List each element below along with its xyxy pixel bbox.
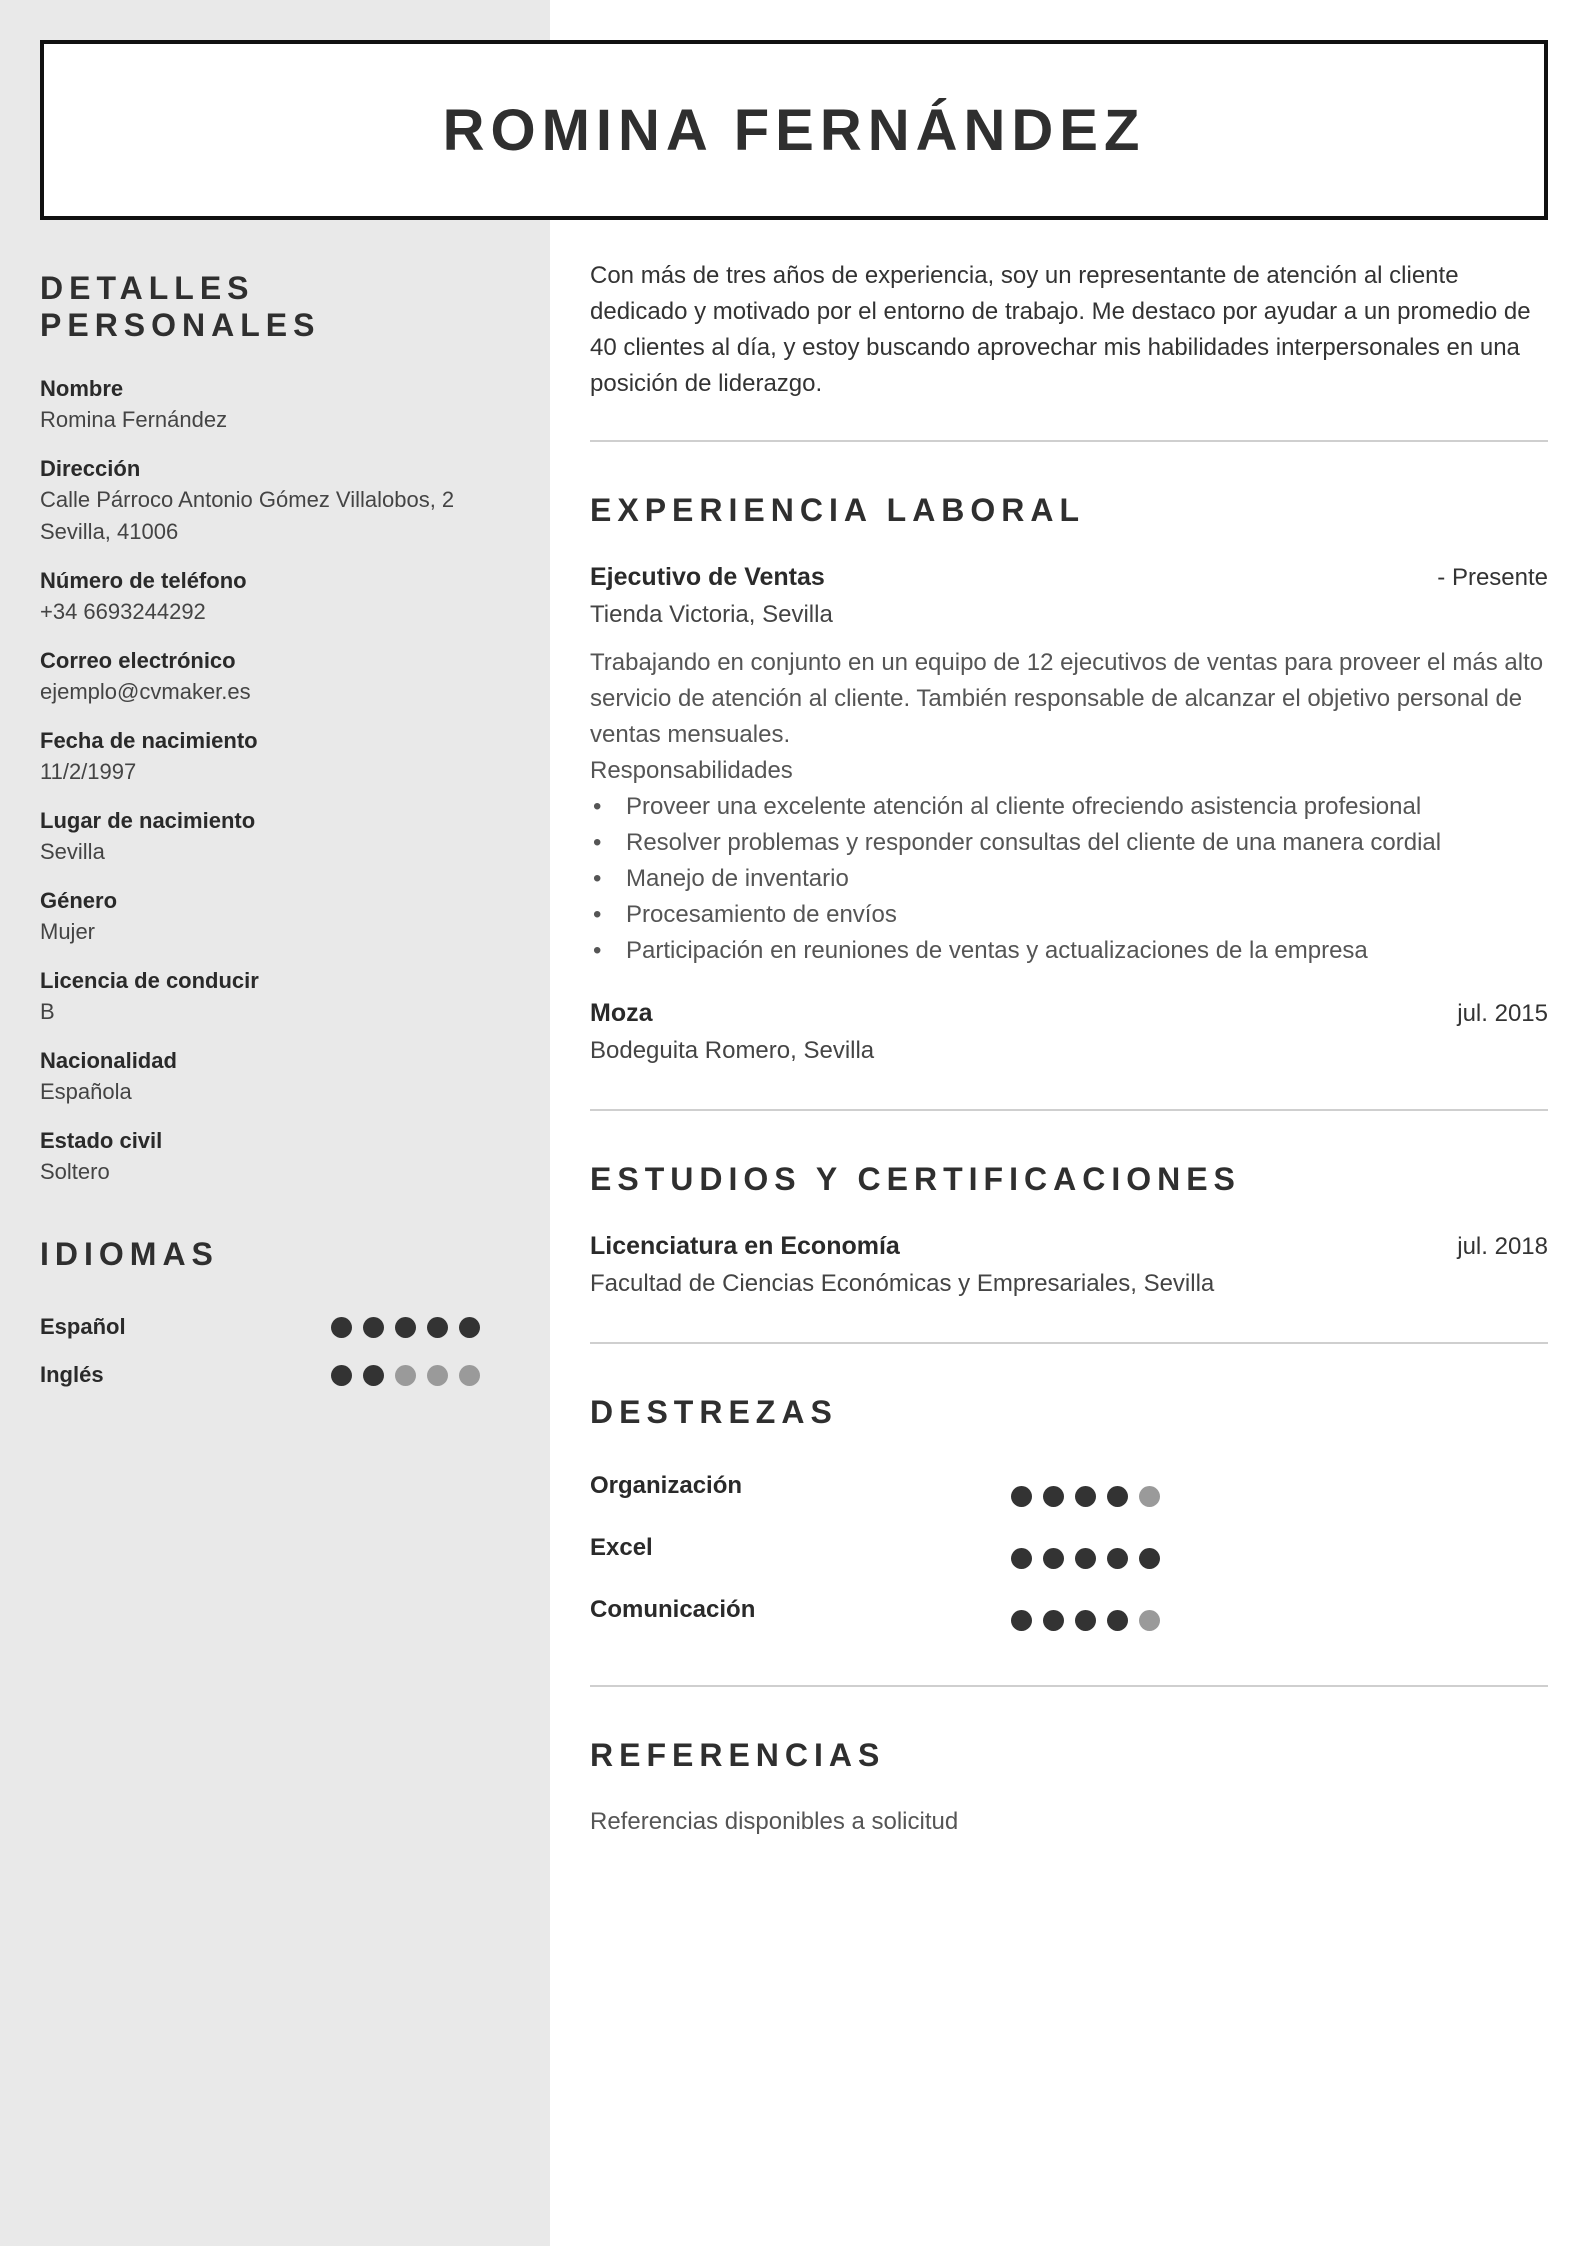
detail-label: Número de teléfono (40, 568, 247, 593)
language-row (40, 1303, 480, 1351)
detail-label: Género (40, 888, 118, 913)
list-item: • Proveer una excelente atención al cliente ofreciendo asistencia profesional (590, 789, 1548, 825)
rating-dots (1011, 1548, 1160, 1569)
personal-details-title: DETALLES PERSONALES (40, 270, 321, 343)
detail-label: Licencia de conducir (40, 968, 259, 993)
sidebar (40, 270, 480, 1399)
rating-dots (331, 1317, 480, 1338)
job-subheading: Responsabilidades (590, 757, 793, 784)
rating-dot-filled (1043, 1610, 1064, 1631)
detail-value: Sevilla, 41006 (40, 519, 179, 544)
responsibility-list (590, 789, 1548, 969)
job-place: Tienda Victoria, Sevilla (590, 601, 833, 628)
rating-dot-filled (1043, 1486, 1064, 1507)
detail-value: Sevilla (40, 839, 105, 864)
detail-value: Soltero (40, 1159, 110, 1184)
degree-title: Licenciatura en Economía (590, 1232, 900, 1260)
detail-label: Dirección (40, 456, 141, 481)
detail-value: 11/2/1997 (40, 759, 137, 784)
detail-label: Fecha de nacimiento (40, 728, 258, 753)
full-name: ROMINA FERNÁNDEZ (442, 97, 1146, 163)
job-description: Trabajando en conjunto en un equipo de 12 ejecutivos de ventas para proveer el más alto servicio de atención al cliente. También responsable de alcanzar el objetivo personal de ventas mensuales. (590, 649, 1544, 748)
skill-row (590, 1461, 1548, 1523)
education-section (590, 1111, 1548, 1344)
skills-title: DESTREZAS (590, 1394, 838, 1430)
job-entry (590, 559, 1548, 969)
job-entry (590, 995, 1548, 1071)
detail-label: Nombre (40, 376, 124, 401)
skill-label: Comunicación (590, 1596, 756, 1623)
list-item: • Participación en reuniones de ventas y actualizaciones de la empresa (590, 933, 1548, 969)
main-content (590, 258, 1548, 1878)
job-title: Moza (590, 999, 653, 1027)
list-item: • Manejo de inventario (590, 861, 1548, 897)
references-title: REFERENCIAS (590, 1737, 886, 1773)
detail-value: Española (40, 1079, 132, 1104)
rating-dot-filled (363, 1317, 384, 1338)
detail-license (40, 966, 480, 1028)
experience-title: EXPERIENCIA LABORAL (590, 492, 1086, 528)
language-label: Inglés (40, 1362, 104, 1387)
rating-dot-filled (1075, 1486, 1096, 1507)
detail-gender (40, 886, 480, 948)
experience-section (590, 442, 1548, 1111)
rating-dot-filled (395, 1317, 416, 1338)
language-row (40, 1351, 480, 1399)
detail-label: Nacionalidad (40, 1048, 177, 1073)
detail-phone (40, 566, 480, 628)
rating-dots (331, 1365, 480, 1386)
rating-dot-filled (1011, 1610, 1032, 1631)
degree-institution: Facultad de Ciencias Económicas y Empresariales, Sevilla (590, 1270, 1215, 1297)
rating-dot-filled (1139, 1548, 1160, 1569)
languages-title: IDIOMAS (40, 1236, 219, 1272)
rating-dot-filled (1107, 1486, 1128, 1507)
rating-dots (1011, 1610, 1160, 1631)
rating-dot-filled (331, 1317, 352, 1338)
detail-label: Lugar de nacimiento (40, 808, 256, 833)
list-item: • Procesamiento de envíos (590, 897, 1548, 933)
detail-birthdate (40, 726, 480, 788)
detail-email (40, 646, 480, 708)
list-item: • Resolver problemas y responder consultas del cliente de una manera cordial (590, 825, 1548, 861)
rating-dot-empty (459, 1365, 480, 1386)
rating-dot-filled (1011, 1548, 1032, 1569)
rating-dot-filled (1107, 1610, 1128, 1631)
language-label: Español (40, 1314, 126, 1339)
skill-row (590, 1523, 1548, 1585)
skill-label: Excel (590, 1534, 653, 1561)
detail-birthplace (40, 806, 480, 868)
detail-address (40, 454, 480, 548)
rating-dot-filled (331, 1365, 352, 1386)
name-header (40, 40, 1548, 220)
rating-dot-filled (1075, 1610, 1096, 1631)
job-title: Ejecutivo de Ventas (590, 563, 825, 591)
detail-value: Calle Párroco Antonio Gómez Villalobos, 2 (40, 487, 455, 512)
detail-label: Estado civil (40, 1128, 163, 1153)
rating-dot-empty (395, 1365, 416, 1386)
rating-dots (1011, 1486, 1160, 1507)
detail-value: ejemplo@cvmaker.es (40, 679, 251, 704)
detail-value: Romina Fernández (40, 407, 228, 432)
skill-label: Organización (590, 1472, 743, 1499)
detail-value: Mujer (40, 919, 96, 944)
rating-dot-filled (1011, 1486, 1032, 1507)
rating-dot-filled (1043, 1548, 1064, 1569)
detail-name (40, 374, 480, 436)
references-text: Referencias disponibles a solicitud (590, 1808, 959, 1835)
education-title: ESTUDIOS Y CERTIFICACIONES (590, 1161, 1241, 1197)
rating-dot-filled (363, 1365, 384, 1386)
detail-value: +34 6693244292 (40, 599, 206, 624)
rating-dot-empty (1139, 1610, 1160, 1631)
detail-marital-status (40, 1126, 480, 1188)
job-place: Bodeguita Romero, Sevilla (590, 1037, 875, 1064)
rating-dot-empty (1139, 1486, 1160, 1507)
rating-dot-filled (459, 1317, 480, 1338)
education-entry (590, 1228, 1548, 1304)
detail-label: Correo electrónico (40, 648, 236, 673)
rating-dot-filled (1107, 1548, 1128, 1569)
rating-dot-filled (427, 1317, 448, 1338)
degree-date: jul. 2018 (1457, 1233, 1548, 1260)
job-date: jul. 2015 (1457, 1000, 1548, 1027)
skill-row (590, 1585, 1548, 1647)
detail-value: B (40, 999, 55, 1024)
profile-summary: Con más de tres años de experiencia, soy un representante de atención al cliente dedicado y motivado por el entorno de trabajo. Me destaco por ayudar a un promedio de 40 clientes al día, y estoy buscando aprovechar mis habilidades interpersonales en una posición de liderazgo. (590, 258, 1548, 442)
references-section (590, 1687, 1548, 1878)
job-date: - Presente (1437, 564, 1548, 591)
skills-section (590, 1344, 1548, 1687)
detail-nationality (40, 1046, 480, 1108)
rating-dot-empty (427, 1365, 448, 1386)
rating-dot-filled (1075, 1548, 1096, 1569)
